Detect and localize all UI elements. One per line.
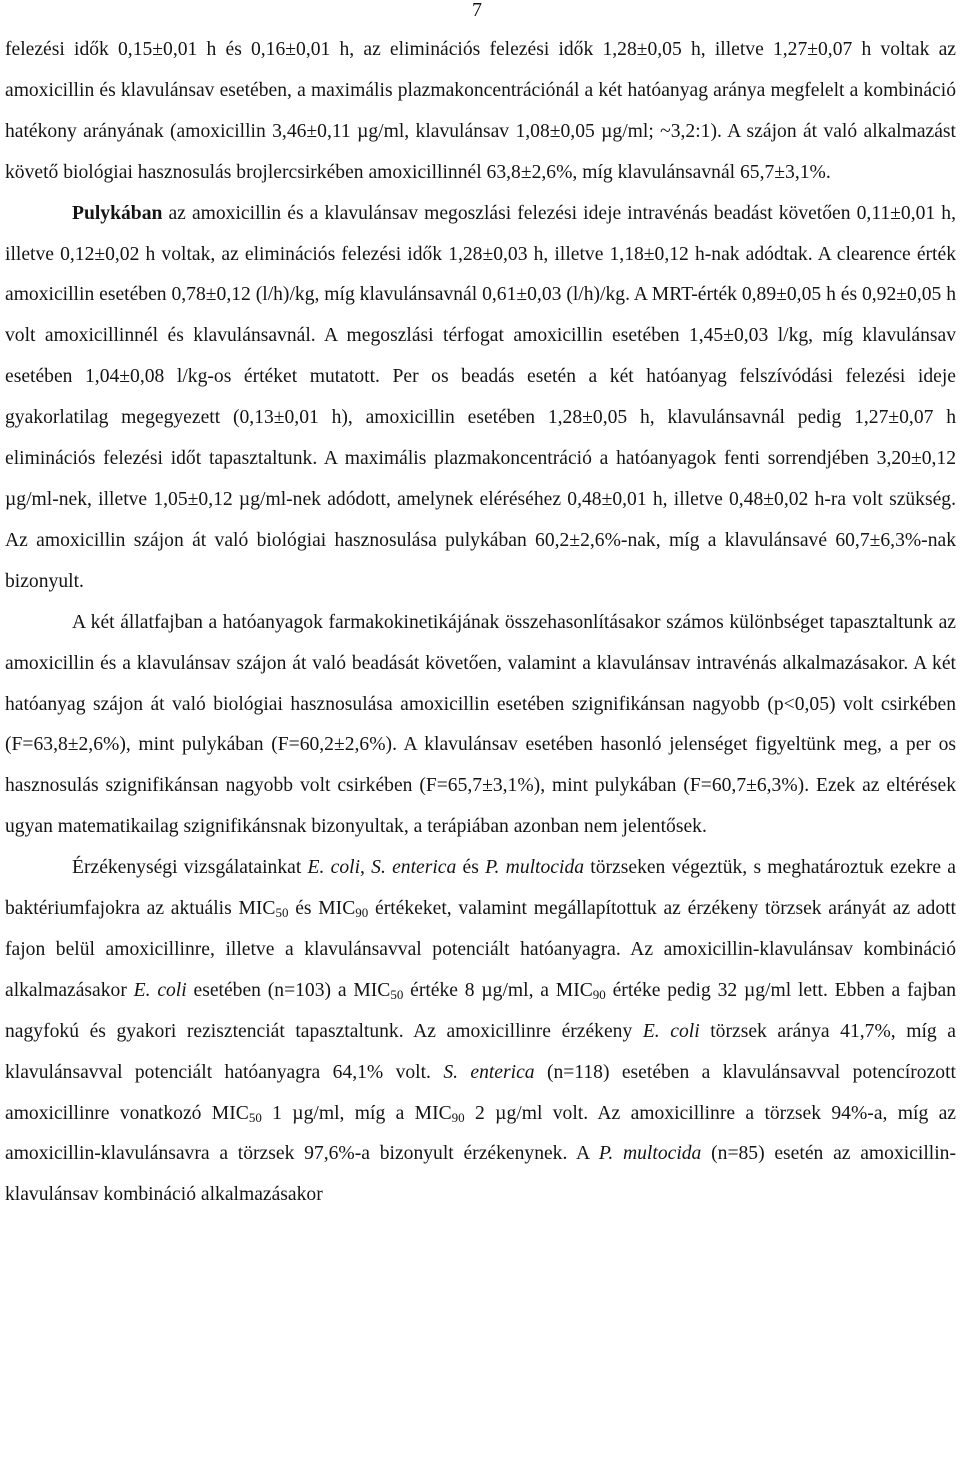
paragraph-text: A két állatfajban a hatóanyagok farmakokinetikájának összehasonlításakor számos különbséget tapasztaltunk az amoxicillin és a klavulánsav szájon át való beadását követően, valamint a klavulánsav intravénás alkalmazásakor. A két hatóanyag szájon át való biológiai hasznosulása amoxicillin esetében szignifikánsan nagyobb (p<0,05) volt csirkében (F=63,8±2,6%), mint pulykában (F=60,2±2,6%). A klavulánsav esetében hasonló jelenséget figyeltünk meg, a per os hasznosulás szignifikánsan nagyobb volt csirkében (F=65,7±3,1%), mint pulykában (F=60,7±6,3%). Ezek az eltérések ugyan matematikailag szignifikánsnak bizonyultak, a terápiában azonban nem jelentősek. [5, 611, 956, 838]
subscript: 50 [248, 1109, 262, 1125]
text-run: törzseken végeztük, s meghatároztuk ezekre a baktériumfajokra az aktuális MIC [5, 857, 957, 920]
text-run: (n=118) esetében a klavulánsavval potencírozott amoxicillinre vonatkozó MIC [5, 1061, 956, 1124]
species-name: S. enterica [371, 857, 457, 879]
paragraph-species-comparison [5, 603, 956, 848]
bold-term: Pulykában [72, 202, 163, 224]
paragraph-text: felezési idők 0,15±0,01 h és 0,16±0,01 h, az eliminációs felezési idők 1,28±0,05 h, illetve 1,27±0,07 h voltak az amoxicillin és klavulánsav esetében, a maximális plazmakoncentrációnál a két hatóanyag aránya megfelelt a kombináció hatékony arányának (amoxicillin 3,46±0,11 µg/ml, klavulánsav 1,08±0,05 µg/ml; ~3,2:1). A szájon át való alkalmazást követő biológiai hasznosulás brojlercsirkében amoxicillinnél 63,8±2,6%, míg klavulánsavnál 65,7±3,1%. [5, 39, 956, 183]
text-run: 2 µg/ml volt. Az amoxicillinre a törzsek 94%-a, míg az amoxicillin-klavulánsavra a törzsek 97,6%-a bizonyult érzékenynek. A [5, 1102, 956, 1165]
paragraph-turkey-results [5, 194, 956, 603]
species-name: P. multocida [485, 857, 585, 879]
text-run: értékeket, valamint megállapítottuk az érzékeny törzsek arányát az adott fajon belül amoxicillinre, illetve a klavulánsavval potenciált hatóanyagra. Az amoxicillin-klavulánsav kombináció alkalmazásakor [5, 898, 956, 1001]
species-name: E. coli [642, 1020, 700, 1042]
paragraph-chicken-results [5, 30, 956, 194]
text-run: esetében (n=103) a MIC [186, 979, 391, 1001]
species-name: S. enterica [443, 1061, 535, 1083]
text-run: Érzékenységi vizsgálatainkat [72, 857, 308, 879]
text-run: (n=85) esetén az amoxicillin-klavulánsav kombináció alkalmazásakor [5, 1143, 956, 1206]
subscript: 50 [275, 905, 289, 921]
page-number: 7 [472, 0, 482, 21]
subscript: 50 [390, 986, 404, 1002]
species-name: E. coli [133, 979, 187, 1001]
text-run: értéke pedig 32 µg/ml lett. Ebben a fajban nagyfokú és gyakori rezisztenciát tapasztaltunk. Az amoxicillinre érzékeny [5, 979, 956, 1042]
text-run: törzsek aránya 41,7%, míg a klavulánsavval potenciált hatóanyagra 64,1% volt. [5, 1020, 956, 1083]
species-name: E. coli [307, 857, 361, 879]
document-body [5, 30, 956, 1216]
paragraph-text: az amoxicillin és a klavulánsav megoszlási felezési ideje intravénás beadást követően 0,11±0,01 h, illetve 0,12±0,02 h voltak, az eliminációs felezési idők 1,28±0,03 h, illetve 1,18±0,12 h-nak adódtak. A clearence érték amoxicillin esetében 0,78±0,12 (l/h)/kg, míg klavulánsavnál 0,61±0,03 (l/h)/kg. A MRT-érték 0,89±0,05 h és 0,92±0,05 h volt amoxicillinnél és klavulánsavnál. A megoszlási térfogat amoxicillin esetében 1,45±0,03 l/kg, míg klavulánsav esetében 1,04±0,08 l/kg-os értéket mutatott. Per os beadás esetén a két hatóanyag felszívódási felezési ideje gyakorlatilag megegyezett (0,13±0,01 h), amoxicillin esetében 1,28±0,05 h, klavulánsavnál pedig 1,27±0,07 h eliminációs felezési időt tapasztaltunk. A maximális plazmakoncentráció a hatóanyagok fenti sorrendjében 3,20±0,12 µg/ml-nek, illetve 1,05±0,12 µg/ml-nek adódott, amelynek eléréséhez 0,48±0,01 h, illetve 0,48±0,02 h-ra volt szükség. Az amoxicillin szájon át való biológiai hasznosulása pulykában 60,2±2,6%-nak, míg a klavulánsavé 60,7±6,3%-nak bizonyult. [5, 202, 957, 592]
text-run: és MIC [288, 898, 356, 920]
paragraph-susceptibility [5, 848, 956, 1216]
subscript: 90 [355, 905, 369, 921]
text-run: 1 µg/ml, míg a MIC [261, 1102, 452, 1124]
text-run: értéke 8 µg/ml, a MIC [403, 979, 593, 1001]
subscript: 90 [451, 1109, 465, 1125]
text-run: és [456, 857, 486, 879]
text-run: , [360, 857, 372, 879]
subscript: 90 [592, 986, 606, 1002]
species-name: P. multocida [598, 1143, 702, 1165]
